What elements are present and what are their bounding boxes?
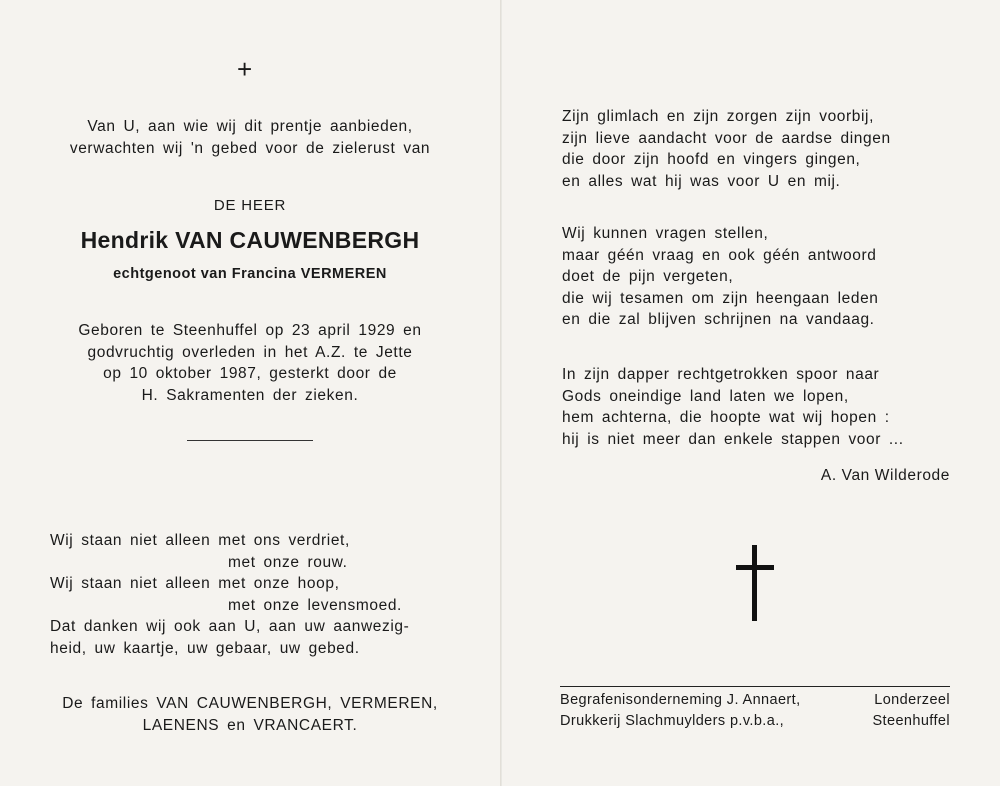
intro-text xyxy=(30,116,470,159)
poem-author: A. Van Wilderode xyxy=(820,467,950,484)
poem-line: Gods oneindige land laten we lopen, xyxy=(562,387,849,405)
divider-rule xyxy=(187,440,313,441)
credit-row xyxy=(560,711,950,732)
card-fold xyxy=(500,0,502,786)
poem-line: die wij tesamen om zijn heengaan leden xyxy=(562,289,879,307)
poem-line: Zijn glimlach en zijn zorgen zijn voorbij, xyxy=(562,108,874,125)
details-line: Geboren te Steenhuffel op 23 april 1929 en xyxy=(78,322,422,339)
spouse-line: echtgenoot van Francina VERMEREN xyxy=(113,266,387,282)
poem-line: Wij kunnen vragen stellen, xyxy=(562,225,769,242)
details-line: op 10 oktober 1987, gesterkt door de xyxy=(103,365,397,382)
poem-line: Wij staan niet alleen met ons verdriet, xyxy=(50,532,350,549)
printer-name: Drukkerij Slachmuylders p.v.b.a., xyxy=(560,713,785,729)
intro-line: verwachten wij 'n gebed voor de zielerust van xyxy=(69,139,431,157)
footer-rule xyxy=(560,686,950,687)
details-line: godvruchtig overleden in het A.Z. te Jette xyxy=(87,343,413,361)
poem-stanza-2 xyxy=(562,223,962,331)
printer-credits xyxy=(560,690,950,732)
credit-row xyxy=(560,690,950,711)
poem-stanza-3 xyxy=(562,364,962,450)
large-cross-icon xyxy=(736,545,774,621)
birth-death-details xyxy=(30,320,470,406)
families-signature xyxy=(30,693,470,736)
families-line: De families VAN CAUWENBERGH, VERMEREN, xyxy=(62,695,438,712)
poem-line: doet de pijn vergeten, xyxy=(562,268,734,285)
poem-line: Wij staan niet alleen met onze hoop, xyxy=(50,575,340,592)
intro-line: Van U, aan wie wij dit prentje aanbieden, xyxy=(87,118,413,135)
funeral-home-name: Begrafenisonderneming J. Annaert, xyxy=(560,692,801,708)
funeral-home-town: Londerzeel xyxy=(874,692,950,708)
details-line: H. Sakramenten der zieken. xyxy=(141,386,359,404)
poem-line: Dat danken wij ook aan U, aan uw aanwezig- xyxy=(50,618,410,635)
poem-line: met onze rouw. xyxy=(228,553,348,571)
poem-line: zijn lieve aandacht voor de aardse dingen xyxy=(562,129,891,147)
poem-line: en alles wat hij was voor U en mij. xyxy=(562,172,841,190)
left-page xyxy=(30,0,470,786)
thanks-poem xyxy=(50,530,470,659)
title-de-heer: DE HEER xyxy=(213,197,287,214)
poem-line: die door zijn hoofd en vingers gingen, xyxy=(562,151,861,168)
poem-line: hem achterna, die hoopte wat wij hopen : xyxy=(562,409,890,426)
poem-line: met onze levensmoed. xyxy=(228,596,402,614)
poem-line: hij is niet meer dan enkele stappen voor ... xyxy=(562,430,904,448)
deceased-name: Hendrik VAN CAUWENBERGH xyxy=(80,227,420,253)
printer-town: Steenhuffel xyxy=(872,713,950,729)
right-page xyxy=(540,0,960,786)
poem-line: maar géén vraag en ook géén antwoord xyxy=(562,246,877,264)
poem-stanza-1 xyxy=(562,106,962,192)
poem-line: en die zal blijven schrijnen na vandaag. xyxy=(562,311,875,328)
families-line: LAENENS en VRANCAERT. xyxy=(142,716,358,734)
small-cross-icon: + xyxy=(237,54,253,84)
poem-line: heid, uw kaartje, uw gebaar, uw gebed. xyxy=(50,639,360,657)
poem-line: In zijn dapper rechtgetrokken spoor naar xyxy=(562,366,880,383)
